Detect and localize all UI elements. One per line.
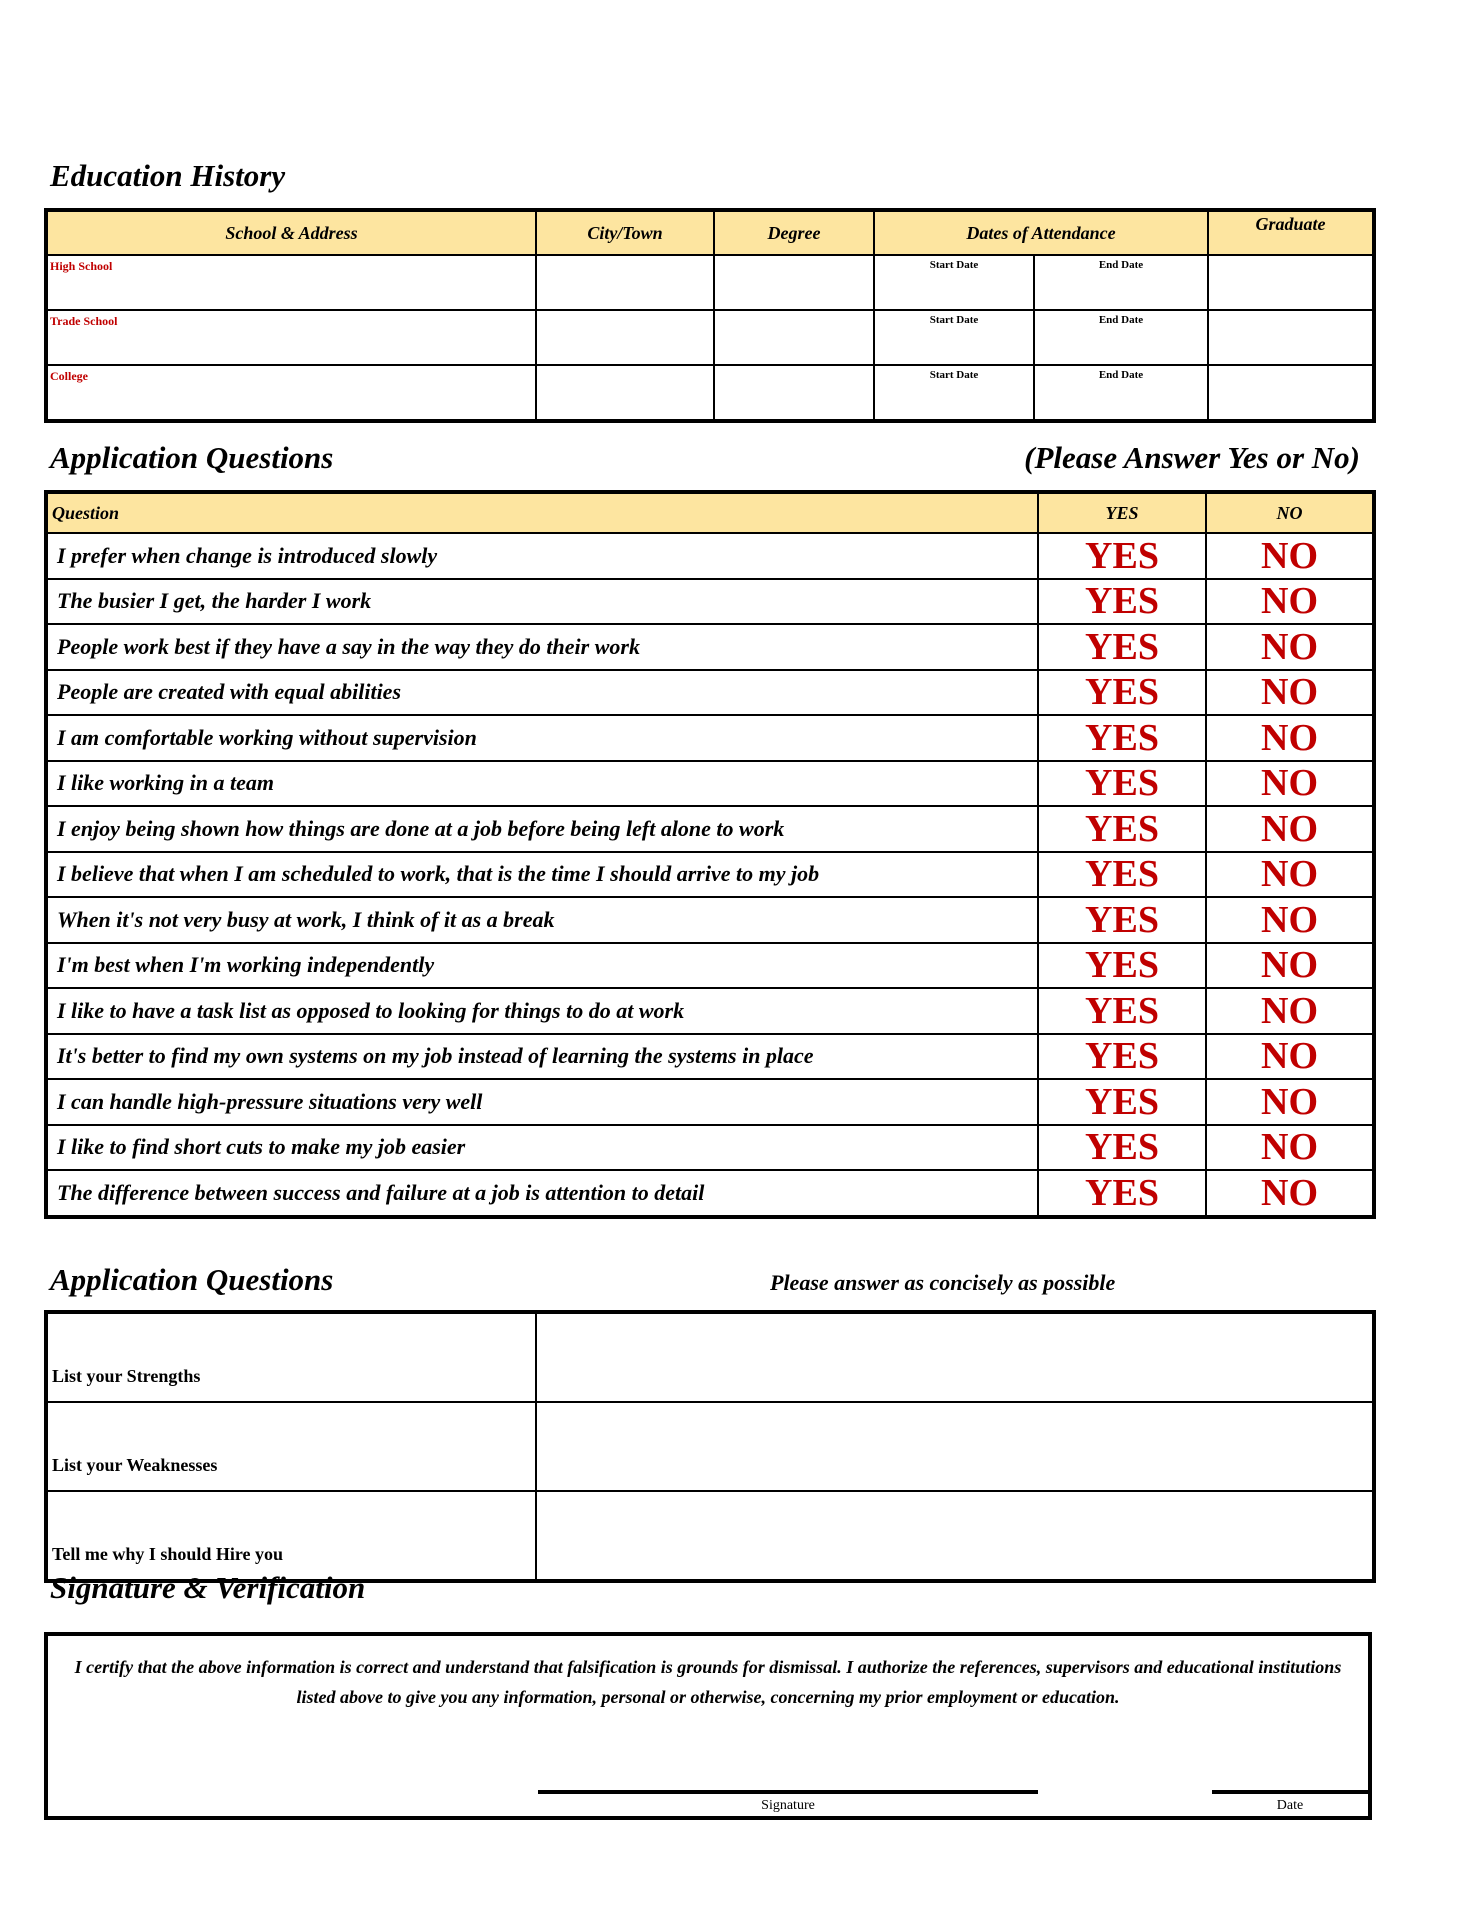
signature-label: Signature [761,1798,815,1813]
school-type-label: High School [50,259,113,273]
question-row [46,579,1374,625]
question-row [46,1170,1374,1217]
question-text: I like working in a team [46,761,1038,807]
header-graduate: Graduate [1208,210,1374,255]
question-text: I am comfortable working without supervision [46,715,1038,761]
yes-option[interactable]: YES [1038,1034,1206,1080]
no-option[interactable]: NO [1206,715,1374,761]
school-field[interactable] [46,365,536,421]
end-date-label: End Date [1098,259,1144,271]
question-row [46,533,1374,579]
no-option[interactable]: NO [1206,1034,1374,1080]
free-answer-row [46,1312,1374,1402]
signature-title: Signature & Verification [50,1570,366,1605]
no-option[interactable]: NO [1206,624,1374,670]
yes-option[interactable]: YES [1038,897,1206,943]
no-option[interactable]: NO [1206,943,1374,989]
free-answer-row [46,1402,1374,1491]
question-text: People work best if they have a say in the way they do their work [46,624,1038,670]
degree-field[interactable] [714,365,874,421]
weaknesses-answer-field[interactable] [536,1402,1374,1491]
yes-option[interactable]: YES [1038,670,1206,716]
graduate-field[interactable] [1208,365,1374,421]
question-text: The difference between success and failure at a job is attention to detail [46,1170,1038,1217]
free-answer-table [44,1310,1376,1583]
school-type-label: Trade School [50,314,118,328]
city-field[interactable] [536,365,714,421]
yes-option[interactable]: YES [1038,1079,1206,1125]
free-answer-row [46,1491,1374,1581]
question-row [46,943,1374,989]
hire-reason-answer-field[interactable] [536,1491,1374,1581]
yes-option[interactable]: YES [1038,943,1206,989]
header-school: School & Address [46,210,536,255]
degree-field[interactable] [714,310,874,365]
end-date-field[interactable] [1034,310,1208,365]
start-date-label: Start Date [929,369,979,381]
question-text: People are created with equal abilities [46,670,1038,716]
yes-no-instruction: (Please Answer Yes or No) [1024,440,1360,475]
question-text: I like to find short cuts to make my job easier [46,1125,1038,1171]
start-date-field[interactable] [874,365,1034,421]
question-text: I can handle high-pressure situations very well [46,1079,1038,1125]
question-row [46,988,1374,1034]
certification-text: I certify that the above information is correct and understand that falsification is grounds for dismissal. I authorize the references, supervisors and educational institutions listed above to give you any information, personal or otherwise, concerning my prior employment or education. [74,1657,1342,1707]
graduate-field[interactable] [1208,310,1374,365]
question-row [46,1125,1374,1171]
no-option[interactable]: NO [1206,1079,1374,1125]
start-date-label: Start Date [929,314,979,326]
no-option[interactable]: NO [1206,988,1374,1034]
yes-option[interactable]: YES [1038,1125,1206,1171]
free-answer-instruction: Please answer as concisely as possible [770,1270,1116,1295]
question-text: When it's not very busy at work, I think of it as a break [46,897,1038,943]
no-option[interactable]: NO [1206,1125,1374,1171]
question-text: I believe that when I am scheduled to work, that is the time I should arrive to my job [46,852,1038,898]
no-option[interactable]: NO [1206,806,1374,852]
strengths-label: List your Strengths [46,1312,536,1402]
start-date-label: Start Date [929,259,979,271]
yes-option[interactable]: YES [1038,806,1206,852]
yes-no-title: Application Questions [50,440,334,475]
question-row [46,670,1374,716]
question-row [46,852,1374,898]
no-option[interactable]: NO [1206,852,1374,898]
header-city: City/Town [536,210,714,255]
question-text: It's better to find my own systems on my job instead of learning the systems in place [46,1034,1038,1080]
question-row [46,715,1374,761]
header-no: NO [1206,492,1374,533]
header-question: Question [46,492,1038,533]
school-type-label: College [50,369,88,383]
yes-option[interactable]: YES [1038,988,1206,1034]
end-date-label: End Date [1098,314,1144,326]
question-row [46,1034,1374,1080]
yes-option[interactable]: YES [1038,761,1206,807]
end-date-field[interactable] [1034,255,1208,310]
signature-line[interactable] [538,1790,1038,1794]
weaknesses-label: List your Weaknesses [46,1402,536,1491]
start-date-field[interactable] [874,255,1034,310]
no-option[interactable]: NO [1206,897,1374,943]
yes-option[interactable]: YES [1038,624,1206,670]
question-text: The busier I get, the harder I work [46,579,1038,625]
hire-reason-label: Tell me why I should Hire you [46,1491,536,1581]
city-field[interactable] [536,255,714,310]
yes-option[interactable]: YES [1038,1170,1206,1217]
date-label: Date [1276,1798,1304,1813]
yes-option[interactable]: YES [1038,715,1206,761]
question-text: I prefer when change is introduced slowly [46,533,1038,579]
no-option[interactable]: NO [1206,533,1374,579]
no-option[interactable]: NO [1206,670,1374,716]
yes-option[interactable]: YES [1038,579,1206,625]
strengths-answer-field[interactable] [536,1312,1374,1402]
header-yes: YES [1038,492,1206,533]
free-answer-title: Application Questions [50,1262,334,1297]
question-row [46,806,1374,852]
question-row [46,897,1374,943]
header-degree: Degree [714,210,874,255]
school-field[interactable] [46,255,536,310]
city-field[interactable] [536,310,714,365]
question-row [46,1079,1374,1125]
no-option[interactable]: NO [1206,761,1374,807]
school-field[interactable] [46,310,536,365]
education-row-college [46,365,1374,421]
yes-option[interactable]: YES [1038,533,1206,579]
education-table [44,208,1376,423]
question-text: I enjoy being shown how things are done at a job before being left alone to work [46,806,1038,852]
question-text: I'm best when I'm working independently [46,943,1038,989]
no-option[interactable]: NO [1206,1170,1374,1217]
graduate-field[interactable] [1208,255,1374,310]
degree-field[interactable] [714,255,874,310]
yes-no-table [44,490,1376,1219]
education-title: Education History [50,158,286,193]
education-row-high-school [46,255,1374,310]
question-row [46,624,1374,670]
no-option[interactable]: NO [1206,579,1374,625]
end-date-field[interactable] [1034,365,1208,421]
header-dates: Dates of Attendance [874,210,1208,255]
yes-option[interactable]: YES [1038,852,1206,898]
start-date-field[interactable] [874,310,1034,365]
end-date-label: End Date [1098,369,1144,381]
education-row-trade-school [46,310,1374,365]
question-row [46,761,1374,807]
question-text: I like to have a task list as opposed to looking for things to do at work [46,988,1038,1034]
date-line[interactable] [1212,1790,1372,1794]
signature-box [44,1632,1372,1820]
